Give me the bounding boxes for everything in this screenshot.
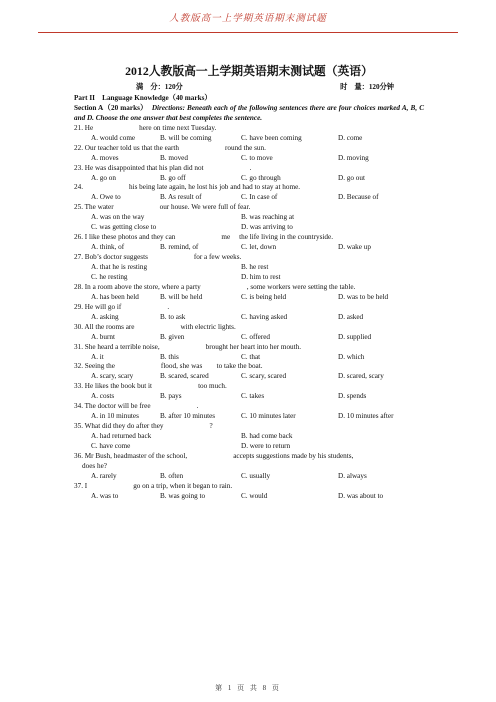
options-row bbox=[74, 223, 424, 233]
answer-option: C. that bbox=[241, 352, 261, 361]
answer-option: C. is being held bbox=[241, 292, 287, 301]
question-stem-end: brought her heart into her mouth. bbox=[205, 342, 302, 351]
question-stem bbox=[74, 233, 424, 243]
options-row bbox=[74, 392, 424, 402]
question bbox=[74, 124, 424, 144]
options-row bbox=[74, 273, 424, 283]
question bbox=[74, 343, 424, 363]
answer-option: B. remind, of bbox=[160, 243, 199, 252]
question-stem bbox=[74, 382, 424, 392]
question-stem bbox=[74, 144, 424, 154]
question-stem-end: . bbox=[167, 302, 170, 311]
answer-option: C. would bbox=[241, 491, 268, 500]
answer-option: A. asking bbox=[91, 312, 119, 321]
options-row bbox=[74, 472, 424, 482]
question-stem bbox=[74, 283, 424, 293]
question-stem bbox=[74, 343, 424, 353]
answer-option: B. As result of bbox=[160, 193, 202, 202]
question bbox=[74, 452, 424, 482]
answer-option: A. think, of bbox=[91, 243, 125, 252]
question-stem-start: 26. I like these photos and they can bbox=[74, 233, 176, 242]
answer-option: C. have come bbox=[91, 442, 131, 451]
question-stem bbox=[74, 402, 424, 412]
answer-option: D. always bbox=[338, 471, 367, 480]
exam-title: 2012人教版高一上学期英语期末测试题（英语） bbox=[125, 64, 373, 78]
exam-meta bbox=[74, 83, 424, 93]
question bbox=[74, 144, 424, 164]
question-stem-start: 23. He was disappointed that his plan did not bbox=[74, 163, 204, 172]
answer-option: A. burnt bbox=[91, 332, 115, 341]
question bbox=[74, 164, 424, 184]
question-stem bbox=[74, 253, 424, 263]
options-row bbox=[74, 432, 424, 442]
time-limit: 时 量：120分钟 bbox=[340, 83, 394, 91]
question-stem-start: 27. Bob’s doctor suggests bbox=[74, 253, 148, 262]
answer-option: D. were to return bbox=[241, 442, 291, 451]
question bbox=[74, 362, 424, 382]
options-row bbox=[74, 263, 424, 273]
question-stem-start: 21. He bbox=[74, 123, 94, 132]
answer-option: B. moved bbox=[160, 153, 188, 162]
answer-option: A. go on bbox=[91, 173, 116, 182]
question-stem-end: go on a trip, when it began to rain. bbox=[133, 481, 233, 490]
question-stem-end: too much. bbox=[198, 382, 227, 391]
question-stem-end: his being late again, he lost his job and had to stay at home. bbox=[128, 183, 301, 192]
answer-option: B. to ask bbox=[160, 312, 186, 321]
answer-option: B. will be held bbox=[160, 292, 203, 301]
options-row bbox=[74, 193, 424, 203]
options-row bbox=[74, 174, 424, 184]
answer-option: C. takes bbox=[241, 392, 265, 401]
question-stem-end: for a few weeks. bbox=[193, 253, 242, 262]
section-label: Section A（20 marks） bbox=[74, 103, 148, 112]
options-row bbox=[74, 333, 424, 343]
question-stem-end: ? bbox=[209, 422, 213, 431]
answer-option: D. Because of bbox=[338, 193, 379, 202]
options-row bbox=[74, 213, 424, 223]
answer-option: C. he resting bbox=[91, 272, 128, 281]
question-stem-start: 37. I bbox=[74, 481, 88, 490]
options-row bbox=[74, 372, 424, 382]
question-stem-start: 22. Our teacher told us that the earth bbox=[74, 143, 179, 152]
header-banner: 人教版高一上学期英语期末测试题 bbox=[169, 14, 327, 24]
question-stem-continued: does he? bbox=[82, 461, 107, 470]
answer-option: D. him to rest bbox=[241, 272, 281, 281]
answer-option: D. was about to bbox=[338, 491, 384, 500]
answer-option: D. moving bbox=[338, 153, 369, 162]
answer-option: B. was reaching at bbox=[241, 213, 295, 222]
question-stem-end: . bbox=[249, 163, 252, 172]
answer-option: A. in 10 minutes bbox=[91, 412, 139, 421]
question bbox=[74, 303, 424, 323]
answer-option: A. has been held bbox=[91, 292, 139, 301]
answer-option: C. 10 minutes later bbox=[241, 412, 296, 421]
question bbox=[74, 382, 424, 402]
answer-option: B. given bbox=[160, 332, 185, 341]
question-stem-start: 29. He will go if bbox=[74, 302, 122, 311]
answer-option: A. that he is resting bbox=[91, 263, 148, 272]
question bbox=[74, 482, 424, 502]
answer-option: C. have been coming bbox=[241, 133, 302, 142]
question-stem-start: 36. Mr Bush, headmaster of the school, bbox=[74, 451, 188, 460]
options-row bbox=[74, 154, 424, 164]
answer-option: B. was going to bbox=[160, 491, 206, 500]
question-stem-end: flood, she was to take the boat. bbox=[160, 362, 263, 371]
options-row bbox=[74, 492, 424, 502]
question-stem-start: 28. In a room above the store, where a party bbox=[74, 282, 201, 291]
question-stem-end: our house. We were full of fear. bbox=[159, 203, 251, 212]
question bbox=[74, 402, 424, 422]
answer-option: B. will be coming bbox=[160, 133, 212, 142]
question-stem bbox=[74, 303, 424, 313]
answer-option: D. go out bbox=[338, 173, 365, 182]
question bbox=[74, 323, 424, 343]
answer-option: D. wake up bbox=[338, 243, 371, 252]
answer-option: A. costs bbox=[91, 392, 115, 401]
question-stem bbox=[74, 203, 424, 213]
options-row bbox=[74, 243, 424, 253]
answer-option: A. it bbox=[91, 352, 104, 361]
answer-option: C. to move bbox=[241, 153, 273, 162]
part-heading: Part II Language Knowledge（40 marks） bbox=[74, 93, 212, 102]
answer-option: C. offered bbox=[241, 332, 271, 341]
answer-option: C. having asked bbox=[241, 312, 288, 321]
answer-option: B. after 10 minutes bbox=[160, 412, 216, 421]
question-stem-end: accepts suggestions made by his students, bbox=[233, 451, 354, 460]
full-score: 满 分：120分 bbox=[136, 83, 183, 91]
question-stem-end: round the sun. bbox=[224, 143, 266, 152]
answer-option: A. would come bbox=[91, 133, 136, 142]
answer-option: A. was to bbox=[91, 491, 119, 500]
section-directions bbox=[74, 104, 424, 124]
answer-option: A. scary, scary bbox=[91, 372, 134, 381]
question bbox=[74, 183, 424, 203]
answer-option: D. was to be held bbox=[338, 292, 389, 301]
answer-option: C. go through bbox=[241, 173, 281, 182]
answer-option: C. let, down bbox=[241, 243, 277, 252]
exam-page bbox=[74, 64, 424, 502]
question-stem bbox=[74, 452, 424, 462]
question-stem-start: 31. She heard a terrible noise, bbox=[74, 342, 160, 351]
question-stem-start: 32. Seeing the bbox=[74, 362, 115, 371]
options-row bbox=[74, 293, 424, 303]
answer-option: D. spends bbox=[338, 392, 367, 401]
answer-option: D. come bbox=[338, 133, 363, 142]
question-stem-end: with electric lights. bbox=[180, 322, 236, 331]
answer-option: C. usually bbox=[241, 471, 271, 480]
question-stem-end: . bbox=[196, 402, 199, 411]
options-row bbox=[74, 412, 424, 422]
options-row bbox=[74, 442, 424, 452]
options-row bbox=[74, 353, 424, 363]
answer-option: A. had returned back bbox=[91, 432, 152, 441]
answer-option: A. moves bbox=[91, 153, 119, 162]
options-row bbox=[74, 134, 424, 144]
answer-option: B. scared, scared bbox=[160, 372, 209, 381]
answer-option: D. supplied bbox=[338, 332, 372, 341]
question-stem-start: 33. He likes the book but it bbox=[74, 382, 153, 391]
answer-option: C. was getting close to bbox=[91, 223, 157, 232]
question bbox=[74, 203, 424, 233]
answer-option: C. In case of bbox=[241, 193, 278, 202]
answer-option: B. go off bbox=[160, 173, 186, 182]
question-stem-start: 34. The doctor will be free bbox=[74, 402, 151, 411]
question-stem bbox=[74, 183, 424, 193]
question-stem bbox=[74, 422, 424, 432]
question bbox=[74, 422, 424, 452]
header-rule bbox=[38, 32, 458, 33]
question-stem-end: , some workers were setting the table. bbox=[246, 282, 356, 291]
question-stem-end: me the life living in the countryside. bbox=[221, 233, 333, 242]
answer-option: D. scared, scary bbox=[338, 372, 384, 381]
question-stem-start: 24. bbox=[74, 183, 83, 192]
answer-option: A. was on the way bbox=[91, 213, 145, 222]
question-stem-end: here on time next Tuesday. bbox=[139, 123, 217, 132]
question bbox=[74, 283, 424, 303]
answer-option: B. had come back bbox=[241, 432, 293, 441]
page-footer: 第 1 页 共 8 页 bbox=[215, 684, 281, 692]
question-stem-start: 35. What did they do after they bbox=[74, 422, 164, 431]
question-stem-start: 25. The water bbox=[74, 203, 114, 212]
answer-option: D. asked bbox=[338, 312, 364, 321]
answer-option: D. 10 minutes after bbox=[338, 412, 394, 421]
question-stem-start: 30. All the rooms are bbox=[74, 322, 135, 331]
question-stem bbox=[74, 124, 424, 134]
answer-option: A. Owe to bbox=[91, 193, 121, 202]
answer-option: C. scary, scared bbox=[241, 372, 287, 381]
answer-option: D. was arriving to bbox=[241, 223, 293, 232]
answer-option: B. often bbox=[160, 471, 184, 480]
question-stem bbox=[74, 362, 424, 372]
answer-option: D. which bbox=[338, 352, 365, 361]
answer-option: A. rarely bbox=[91, 471, 117, 480]
options-row bbox=[74, 313, 424, 323]
question bbox=[74, 233, 424, 253]
question bbox=[74, 253, 424, 283]
answer-option: B. this bbox=[160, 352, 179, 361]
answer-option: B. he rest bbox=[241, 263, 269, 272]
question-list bbox=[74, 124, 424, 502]
question-stem bbox=[74, 323, 424, 333]
question-stem bbox=[74, 482, 424, 492]
answer-option: B. pays bbox=[160, 392, 182, 401]
directions-text: Directions: Beneath each of the following sentences there are four choices marked A, B, C and D. Choose the one answer that best completes the sentence. bbox=[74, 103, 425, 122]
question-stem bbox=[74, 164, 424, 174]
